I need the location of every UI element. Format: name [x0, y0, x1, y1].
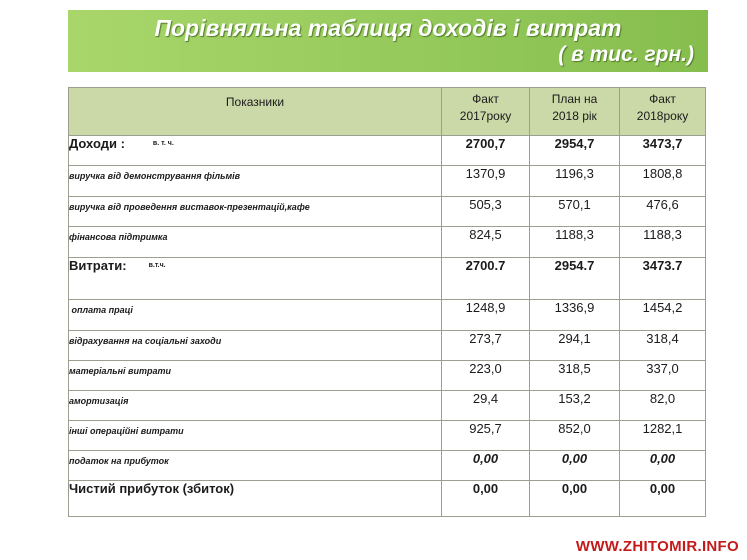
row-note: в. т. ч. — [152, 140, 174, 147]
cell-fact-2017: 925,7 — [442, 421, 530, 451]
cell-fact-2018: 0,00 — [620, 451, 706, 481]
table-row — [69, 391, 706, 421]
cell-fact-2017: 223,0 — [442, 361, 530, 391]
cell-fact-2018: 1188,3 — [620, 227, 706, 258]
header-fact-2018: Факт 2018року — [620, 88, 706, 136]
table-row — [69, 136, 706, 166]
cell-plan-2018: 1196,3 — [530, 166, 620, 197]
row-label: інші операційні витрати — [69, 421, 442, 451]
row-label: Доходи : $^{в. т. ч.}$ — [69, 136, 442, 166]
table-row — [69, 258, 706, 300]
header-fact-2017: Факт 2017року — [442, 88, 530, 136]
table-row — [69, 166, 706, 197]
cell-fact-2017: 273,7 — [442, 331, 530, 361]
cell-fact-2017: 2700,7 — [442, 136, 530, 166]
cell-fact-2018: 3473,7 — [620, 136, 706, 166]
cell-plan-2018: 570,1 — [530, 197, 620, 227]
cell-fact-2018: 1454,2 — [620, 300, 706, 331]
page-title: Порівняльна таблиця доходів і витрат — [154, 15, 622, 41]
cell-fact-2018: 3473.7 — [620, 258, 706, 300]
cell-plan-2018: 294,1 — [530, 331, 620, 361]
page-subtitle-units: ( в тис. грн.) — [558, 43, 694, 66]
cell-plan-2018: 153,2 — [530, 391, 620, 421]
title-banner — [68, 10, 708, 72]
cell-plan-2018: 2954.7 — [530, 258, 620, 300]
table-row — [69, 227, 706, 258]
cell-fact-2017: 0,00 — [442, 451, 530, 481]
cell-fact-2018: 1282,1 — [620, 421, 706, 451]
table-row — [69, 481, 706, 517]
cell-fact-2018: 0,00 — [620, 481, 706, 517]
header-indicator: Показники — [69, 88, 442, 136]
table-row — [69, 197, 706, 227]
income-expense-table — [68, 87, 706, 517]
cell-fact-2017: 505,3 — [442, 197, 530, 227]
cell-plan-2018: 1188,3 — [530, 227, 620, 258]
row-label: матеріальні витрати — [69, 361, 442, 391]
cell-fact-2017: 0,00 — [442, 481, 530, 517]
table-row — [69, 331, 706, 361]
cell-plan-2018: 318,5 — [530, 361, 620, 391]
cell-fact-2018: 1808,8 — [620, 166, 706, 197]
cell-fact-2018: 318,4 — [620, 331, 706, 361]
table-row — [69, 300, 706, 331]
row-label: відрахування на соціальні заходи — [69, 331, 442, 361]
table-row — [69, 421, 706, 451]
cell-fact-2017: 2700.7 — [442, 258, 530, 300]
row-label: податок на прибуток — [69, 451, 442, 481]
table-header-row — [69, 88, 706, 136]
table-row — [69, 361, 706, 391]
cell-fact-2017: 1248,9 — [442, 300, 530, 331]
row-label: оплата праці — [69, 300, 442, 331]
cell-fact-2018: 82,0 — [620, 391, 706, 421]
row-label: виручка від проведення виставок-презентацій,кафе — [69, 197, 442, 227]
cell-plan-2018: 2954,7 — [530, 136, 620, 166]
row-label: Витрати: $^{в.т.ч.}$ — [69, 258, 442, 300]
cell-plan-2018: 0,00 — [530, 451, 620, 481]
cell-plan-2018: 0,00 — [530, 481, 620, 517]
site-watermark: WWW.ZHITOMIR.INFO — [575, 538, 739, 555]
row-label: фінансова підтримка — [69, 227, 442, 258]
row-label: виручка від демонстрування фільмів — [69, 166, 442, 197]
row-label: Чистий прибуток (збиток) — [69, 481, 442, 517]
cell-fact-2018: 337,0 — [620, 361, 706, 391]
cell-fact-2018: 476,6 — [620, 197, 706, 227]
row-note: в.т.ч. — [148, 262, 166, 269]
cell-plan-2018: 1336,9 — [530, 300, 620, 331]
cell-fact-2017: 824,5 — [442, 227, 530, 258]
row-label: амортизація — [69, 391, 442, 421]
table-row — [69, 451, 706, 481]
header-plan-2018: План на 2018 рік — [530, 88, 620, 136]
cell-plan-2018: 852,0 — [530, 421, 620, 451]
cell-fact-2017: 1370,9 — [442, 166, 530, 197]
cell-fact-2017: 29,4 — [442, 391, 530, 421]
